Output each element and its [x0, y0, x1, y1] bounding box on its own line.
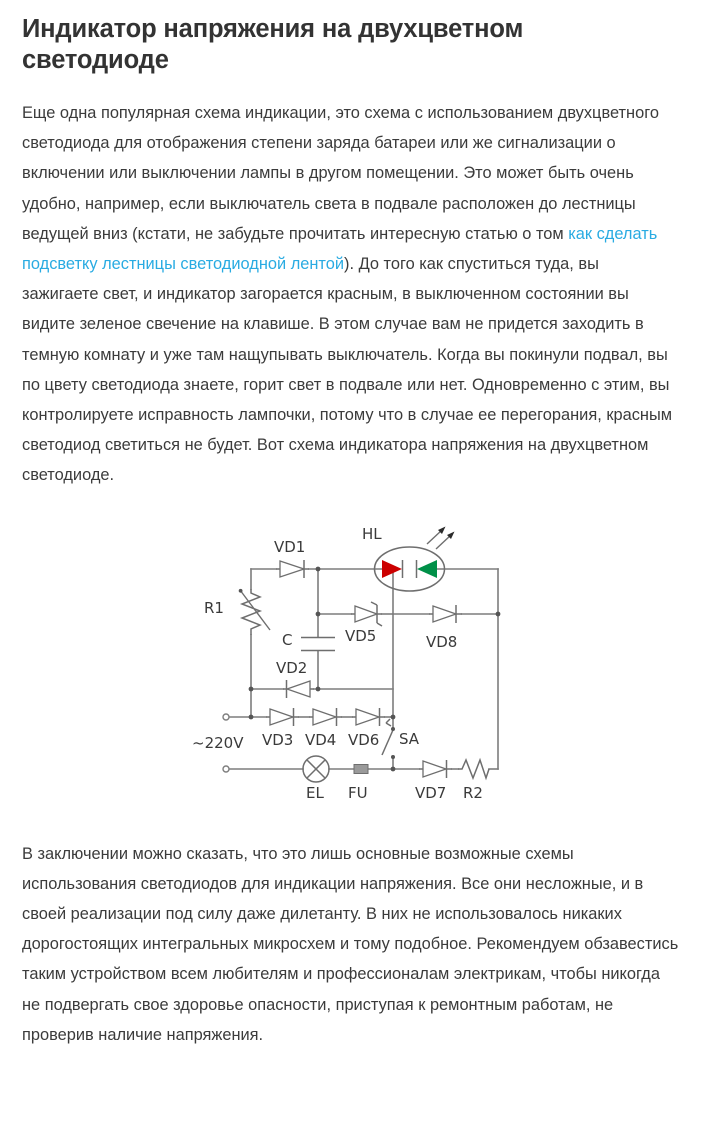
- diode-vd6-symbol: [352, 708, 385, 726]
- diode-vd7-symbol: [419, 760, 452, 778]
- label-sa: SA: [398, 729, 419, 748]
- diode-vd3-symbol: [266, 708, 299, 726]
- label-r1: R1: [203, 598, 224, 617]
- label-vd2: VD2: [275, 658, 307, 677]
- label-vd5: VD5: [344, 626, 376, 645]
- fuse-fu-symbol: [354, 764, 368, 773]
- schematic-figure: [22, 517, 679, 817]
- diode-vd1-symbol: [276, 560, 309, 578]
- led-emission-arrows: [427, 526, 455, 549]
- label-supply: ~220V: [191, 733, 243, 752]
- diode-vd2-symbol: [283, 680, 314, 698]
- resistor-r2-symbol: [458, 760, 489, 778]
- led-green-triangle: [417, 560, 437, 578]
- intro-text-after-link: ). До того как спуститься туда, вы зажигаете свет, и индикатор загорается красным, в выключенном состоянии вы видите зеленое свечение на клавише. В этом случае вам не придется заходить в темную комнату и уже там нащупывать выключатель. Когда вы покинули подвал, вы по цвету светодиода знаете, горит свет в подвале или нет. Одновременно с этим, вы контролируете исправность лампочки, потому что в случае ее перегорания, красным светодиод светиться не будет. Вот схема индикатора напряжения на двухцветном светодиоде.: [22, 255, 673, 485]
- conclusion-paragraph: В заключении можно сказать, что это лишь основные возможные схемы использования светодиодов для индикации напряжения. Все они несложные, и в своей реализации под силу даже дилетанту. В них не использовалось никаких дорогостоящих интегральных микросхем и тому подобное. Рекомендуем обзавестись таким устройством всем любителям и профессионалам электрикам, чтобы никогда не подвергать свое здоровье опасности, приступая к ремонтным работам, не проверив наличие напряжения.: [22, 844, 679, 1044]
- label-vd7: VD7: [414, 783, 446, 802]
- label-hl: HL: [361, 524, 382, 543]
- capacitor-c-symbol: [301, 637, 335, 650]
- label-fu: FU: [347, 783, 368, 802]
- intro-text-before-link: Еще одна популярная схема индикации, это схема с использованием двухцветного светодиода для отображения степени заряда батареи или же сигнализации о включении или выключении лампы в другом помещении. Это может быть очень удобно, например, если выключатель света в подвале расположен до лестницы ведущей вниз (кстати, не забудьте прочитать интересную статью о том: [22, 104, 659, 243]
- bicolor-led-hl-symbol: [374, 526, 454, 591]
- label-vd1: VD1: [273, 537, 305, 556]
- label-vd8: VD8: [425, 632, 457, 651]
- label-c: C: [281, 630, 292, 649]
- diode-vd4-symbol: [309, 708, 342, 726]
- led-stair-lighting-link[interactable]: как сделать подсветку лестницы светодиодной лентой: [22, 224, 658, 274]
- diode-vd8-symbol: [429, 605, 462, 623]
- label-vd6: VD6: [347, 730, 379, 749]
- label-vd4: VD4: [304, 730, 336, 749]
- intro-paragraph: [22, 98, 679, 491]
- label-r2: R2: [462, 783, 483, 802]
- page-title: Индикатор напряжения на двухцветном светодиоде: [22, 15, 524, 74]
- voltage-indicator-circuit-diagram: [186, 517, 516, 817]
- label-el: EL: [305, 783, 324, 802]
- lamp-el-symbol: [303, 756, 329, 782]
- resistor-r1-symbol: [238, 589, 269, 635]
- zener-diode-vd5-symbol: [351, 602, 382, 626]
- led-red-triangle: [382, 560, 402, 578]
- label-vd3: VD3: [261, 730, 293, 749]
